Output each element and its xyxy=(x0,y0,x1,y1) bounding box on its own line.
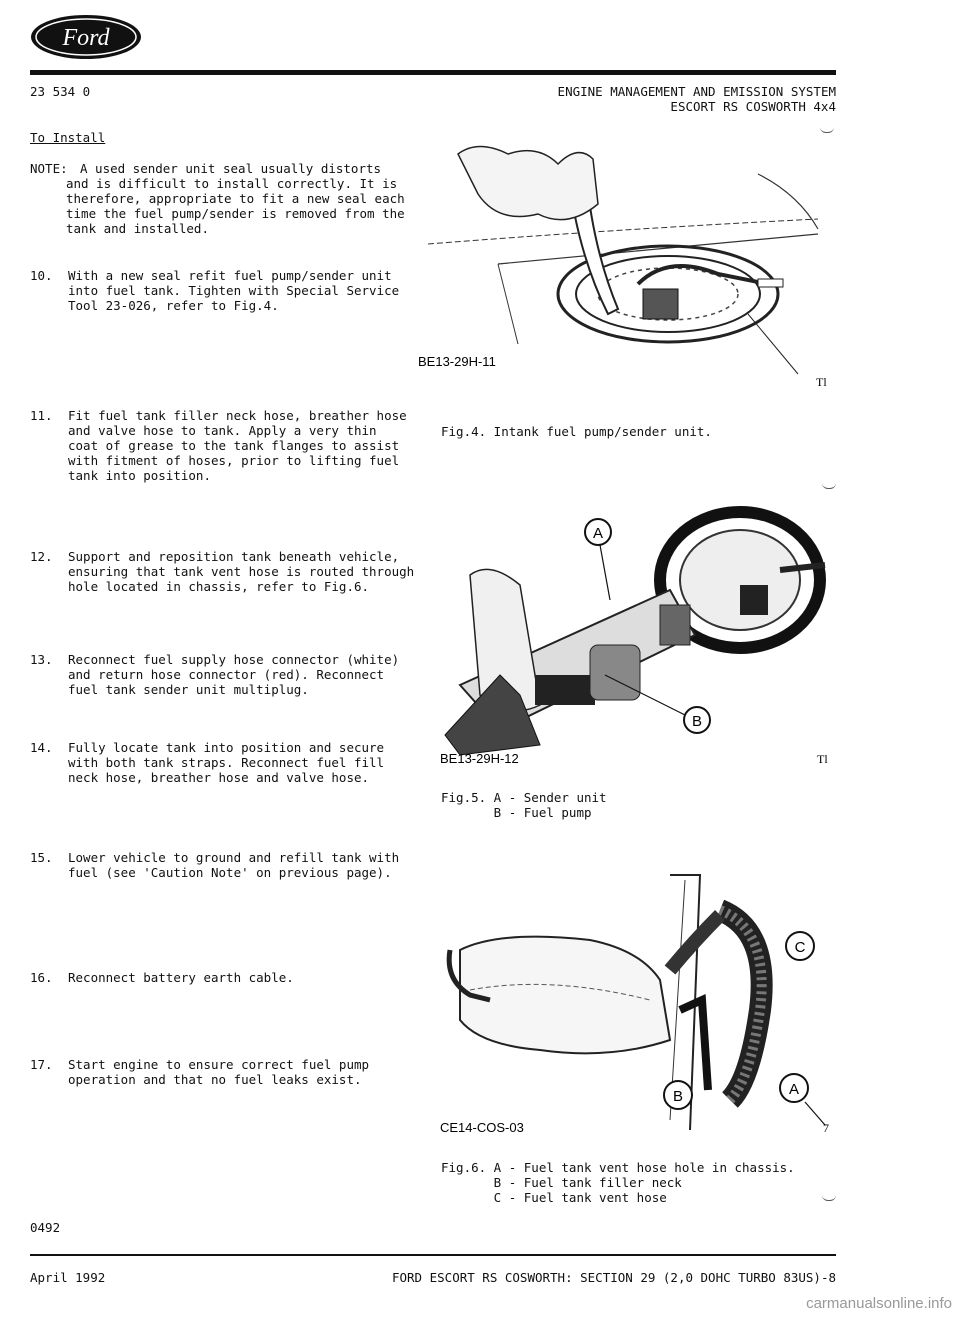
step-11 xyxy=(30,408,430,483)
step-number: 17. xyxy=(30,1057,53,1072)
fig6-mark: 7 xyxy=(823,1121,829,1135)
fig4-mark: Tl xyxy=(816,375,827,389)
ford-logo xyxy=(30,14,142,60)
step-text: Reconnect battery earth cable. xyxy=(68,970,294,985)
step-text: Start engine to ensure correct fuel pump operation and that no fuel leaks exist. xyxy=(68,1057,370,1087)
step-14 xyxy=(30,740,430,785)
step-13 xyxy=(30,652,430,697)
fig4-illustration xyxy=(418,134,838,396)
section-heading: To Install xyxy=(30,130,106,145)
header-rule xyxy=(30,70,836,75)
fig6-caption: Fig.6. A - Fuel tank vent hose hole in chassis. B - Fuel tank filler neck C - Fuel tank vent hose xyxy=(441,1160,795,1205)
fig6-illustration xyxy=(440,870,840,1135)
fig6-label-c: C xyxy=(794,939,806,956)
header-title-line1: ENGINE MANAGEMENT AND EMISSION SYSTEM xyxy=(557,84,836,99)
fig5-label-a: A xyxy=(592,525,604,542)
step-text: Support and reposition tank beneath vehicle, ensuring that tank vent hose is routed through hole located in chassis, refer to Fig.6. xyxy=(68,549,415,594)
header-title xyxy=(558,84,836,114)
watermark: carmanualsonline.info xyxy=(806,1295,952,1312)
note-block xyxy=(30,161,430,236)
step-number: 12. xyxy=(30,549,53,564)
step-text: Fit fuel tank filler neck hose, breather hose and valve hose to tank. Apply a very thin coat of grease to the tank flanges to assist with fitment of hoses, prior to lifting fuel tank into position. xyxy=(68,408,407,483)
step-number: 13. xyxy=(30,652,53,667)
margin-mark xyxy=(822,1195,836,1201)
fig5-code: BE13-29H-12 xyxy=(440,751,519,766)
fig5-illustration xyxy=(440,505,840,770)
step-text: With a new seal refit fuel pump/sender unit into fuel tank. Tighten with Special Service Tool 23-026, refer to Fig.4. xyxy=(68,268,400,313)
fig5-mark: Tl xyxy=(817,752,828,766)
fig5-caption: Fig.5. A - Sender unit B - Fuel pump xyxy=(441,790,607,820)
margin-mark xyxy=(822,483,836,489)
step-12 xyxy=(30,549,430,594)
page-code: 0492 xyxy=(30,1220,61,1235)
step-number: 15. xyxy=(30,850,53,865)
header-code: 23 534 0 xyxy=(30,84,91,99)
ford-logo-text: Ford xyxy=(62,25,110,51)
fig4-code: BE13-29H-11 xyxy=(418,354,496,369)
step-text: Lower vehicle to ground and refill tank with fuel (see 'Caution Note' on previous page). xyxy=(68,850,400,880)
note-label: NOTE: xyxy=(30,161,68,176)
footer-rule xyxy=(30,1254,836,1256)
note-text: A used sender unit seal usually distorts and is difficult to install correctly. It is therefore, appropriate to fit a new seal each time the fuel pump/sender is removed from the tank and installed. xyxy=(66,161,405,236)
step-number: 16. xyxy=(30,970,53,985)
step-number: 10. xyxy=(30,268,53,283)
step-16 xyxy=(30,970,430,985)
step-10 xyxy=(30,268,430,313)
step-15 xyxy=(30,850,430,880)
fig5-label-b: B xyxy=(691,713,703,730)
step-number: 11. xyxy=(30,408,53,423)
header-title-line2: ESCORT RS COSWORTH 4x4 xyxy=(670,99,836,114)
fig6-label-b: B xyxy=(672,1088,684,1105)
margin-mark xyxy=(820,127,834,133)
footer-date: April 1992 xyxy=(30,1270,106,1285)
step-number: 14. xyxy=(30,740,53,755)
fig6-code: CE14-COS-03 xyxy=(440,1120,524,1135)
fig4-caption: Fig.4. Intank fuel pump/sender unit. xyxy=(441,424,712,439)
step-17 xyxy=(30,1057,430,1087)
fig6-label-a: A xyxy=(788,1081,800,1098)
footer-section: FORD ESCORT RS COSWORTH: SECTION 29 (2,0 DOHC TURBO 83US)-8 xyxy=(391,1270,836,1285)
step-text: Fully locate tank into position and secure with both tank straps. Reconnect fuel fill neck hose, breather hose and valve hose. xyxy=(68,740,385,785)
step-text: Reconnect fuel supply hose connector (white) and return hose connector (red). Reconnect fuel tank sender unit multiplug. xyxy=(68,652,400,697)
